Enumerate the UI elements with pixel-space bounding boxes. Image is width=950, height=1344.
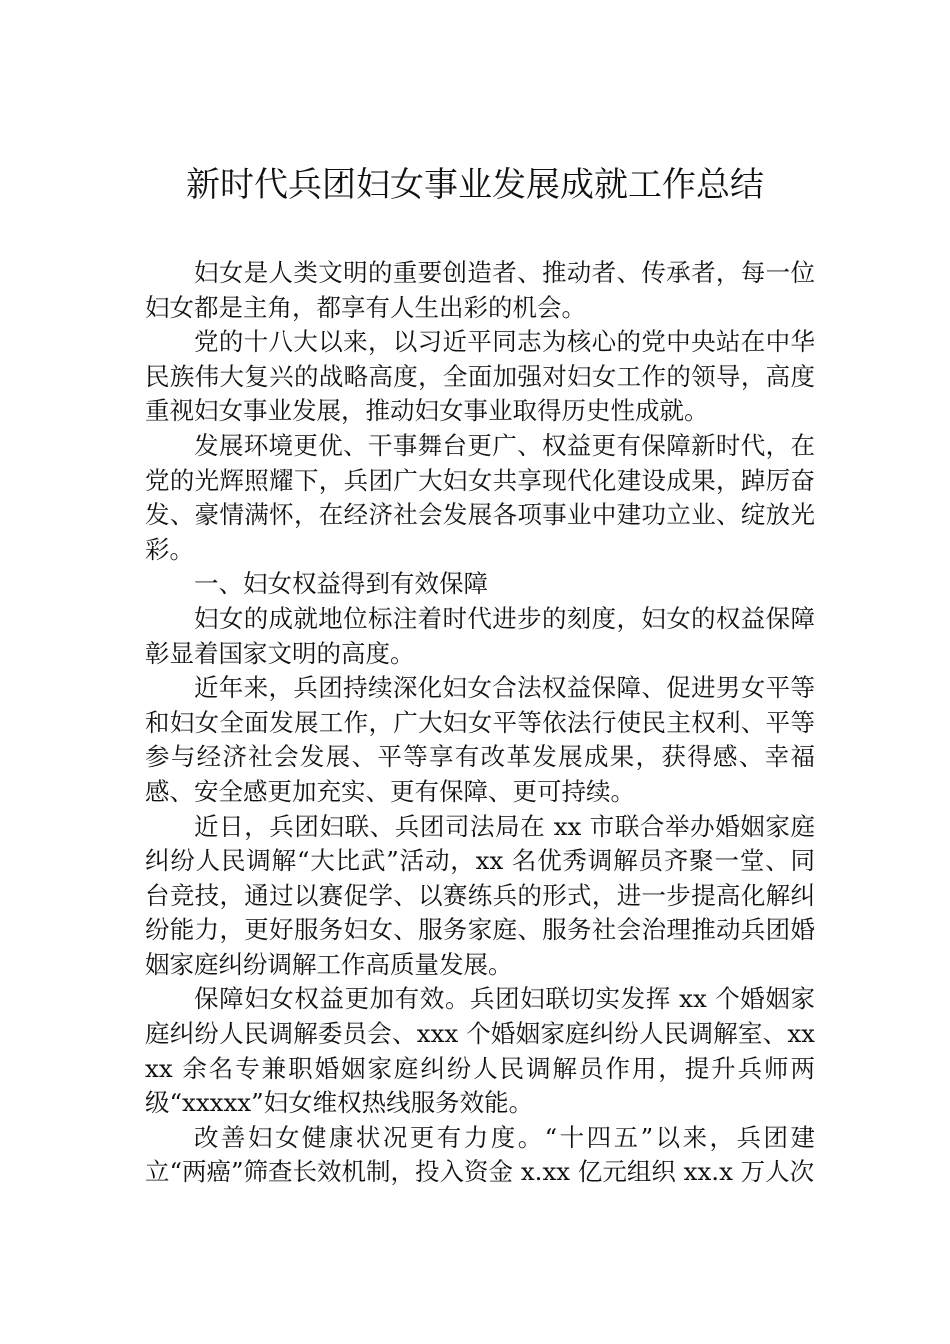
- document-title: 新时代兵团妇女事业发展成就工作总结: [186, 165, 764, 205]
- paragraph-rights-protection: 保障妇女权益更加有效。兵团妇联切实发挥 xx 个婚姻家庭纠纷人民调解委员会、xxx 个婚姻家庭纠纷人民调解室、xxxx 余名专兼职婚姻家庭纠纷人民调解员作用，提升兵师两级“xxxxx”妇女维权热线服务效能。: [145, 984, 815, 1118]
- paragraph-environment: 发展环境更优、干事舞台更广、权益更有保障新时代，在党的光辉照耀下，兵团广大妇女共享现代化建设成果，踔厉奋发、豪情满怀，在经济社会发展各项事业中建功立业、绽放光彩。: [145, 430, 815, 564]
- paragraph-health: 改善妇女健康状况更有力度。“十四五”以来，兵团建立“两癌”筛查长效机制，投入资金 x.xx 亿元组织 xx.x 万人次: [145, 1122, 815, 1187]
- paragraph-mediation-contest: 近日，兵团妇联、兵团司法局在 xx 市联合举办婚姻家庭纠纷人民调解“大比武”活动，xx 名优秀调解员齐聚一堂、同台竞技，通过以赛促学、以赛练兵的形式，进一步提高化解纠纷能力，更好服务妇女、服务家庭、服务社会治理推动兵团婚姻家庭纠纷调解工作高质量发展。: [145, 811, 815, 979]
- section-heading-1: 一、妇女权益得到有效保障: [194, 569, 488, 599]
- paragraph-intro: 妇女是人类文明的重要创造者、推动者、传承者，每一位妇女都是主角，都享有人生出彩的机会。: [145, 258, 815, 322]
- paragraph-achievement: 妇女的成就地位标注着时代进步的刻度，妇女的权益保障彰显着国家文明的高度。: [145, 603, 815, 668]
- paragraph-party-congress: 党的十八大以来，以习近平同志为核心的党中央站在中华民族伟大复兴的战略高度，全面加强对妇女工作的领导，高度重视妇女事业发展，推动妇女事业取得历史性成就。: [145, 327, 815, 426]
- paragraph-recent-years: 近年来，兵团持续深化妇女合法权益保障、促进男女平等和妇女全面发展工作，广大妇女平等依法行使民主权利、平等参与经济社会发展、平等享有改革发展成果，获得感、幸福感、安全感更加充实、更有保障、更可持续。: [145, 673, 815, 806]
- document-body: [145, 256, 815, 1190]
